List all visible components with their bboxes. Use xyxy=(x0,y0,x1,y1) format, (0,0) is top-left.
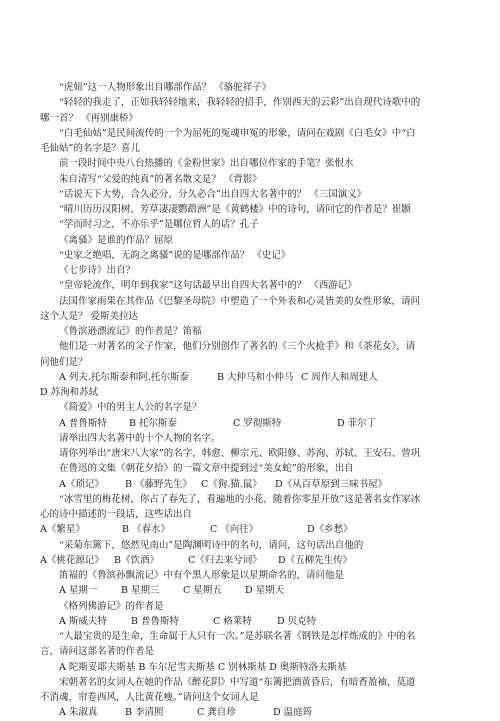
answer-option: A 斯威夫特 xyxy=(59,615,107,627)
text-line: 哪一首？ 《再别康桥》 xyxy=(40,112,139,124)
answer-options-line xyxy=(40,370,462,385)
text-line: 前一段时间中央八台热播的《金粉世家》出自哪位作家的手笔？张恨水 xyxy=(59,158,354,170)
text-line: 笛福的《鲁滨孙飘流记》中有个黑人形象是以星期命名的，请问他是 xyxy=(59,570,345,581)
text-line: 请你列举出“唐宋八大家”的名字，韩愈、柳宗元、欧阳修、苏洵、苏轼、王安石、曾巩 xyxy=(59,448,421,459)
text-line: “话说天下大势，合久必分，分久必合”出自四大名著中的？ 《三国演义》 xyxy=(59,188,367,200)
answer-option: A 列夫.托尔斯泰和阿.托尔斯泰 xyxy=(59,371,189,383)
answer-option: B 李清照 xyxy=(125,707,164,719)
answer-options-line xyxy=(40,553,462,568)
text-line: 朱自清写“父爱的纯真”的著名散文是？ 《背影》 xyxy=(59,173,262,185)
answer-option: A 普鲁斯特 xyxy=(59,417,107,429)
text-line: “人最宝贵的是生命，生命属于人只有一次。”是苏联名著《钢铁是怎样炼成的》中的名 xyxy=(59,631,416,642)
text-line: “虎妞”这一人物形象出自哪部作品？ 《骆驼祥子》 xyxy=(59,82,272,93)
text-line: 宋朝著名的女词人在她的作品《醉花阴》中写道“东篱把酒黄昏后，有暗香盈袖，莫道 xyxy=(59,676,416,688)
answer-option: C《狗.猫.鼠》 xyxy=(201,478,262,490)
text-line: 言，请问这部名著的作者是 xyxy=(40,646,155,658)
answer-option: B《饮酒》 xyxy=(114,554,159,566)
text-line: 请举出四大名著中的十个人物的名字。 xyxy=(59,432,221,444)
text-line: A 陀斯妥耶夫斯基 B 车尔尼雪夫斯基 C 别林斯基 D 奥斯特洛夫斯基 xyxy=(59,661,347,673)
answer-option: D《从百草原到三味书屋》 xyxy=(275,478,388,490)
answer-option: A《繁星》 xyxy=(40,524,85,536)
text-line: “学而时习之，不亦乐乎”是哪位哲人的话？孔子 xyxy=(59,219,259,231)
answer-option: D《乡愁》 xyxy=(307,524,353,536)
answer-options-line xyxy=(40,477,462,492)
answer-options-line xyxy=(40,522,462,537)
answer-option: B 星期三 xyxy=(121,585,160,597)
text-line: 问他们是？ xyxy=(40,356,88,368)
text-line: 法国作家雨果在其作品《巴黎圣母院》中塑造了一个外表和心灵皆美的女性形象，请问 xyxy=(59,295,421,307)
answer-option: B 《藤野先生》 xyxy=(125,478,193,490)
answer-options-line xyxy=(40,416,462,431)
text-line: “皇帝轮流作，明年到我家”这句话最早出自四大名著中的？ 《西游记》 xyxy=(59,280,357,292)
answer-option: C《归去来兮词》 xyxy=(188,554,262,566)
answer-option: C 星期五 xyxy=(183,585,222,597)
text-line: 不消魂，帘卷西风，人比黄花瘦。”请问这个女词人是 xyxy=(40,692,259,703)
text-line: “史家之绝唱，无韵之离骚”说的是哪部作品？ 《史记》 xyxy=(59,249,291,261)
answer-option: D 温庭筠 xyxy=(273,707,313,719)
answer-option: A《琐记》 xyxy=(59,478,104,490)
text-line: 他们是一对著名的父子作家，他们分别创作了著名的《三个火枪手》和《茶花女》，请 xyxy=(59,341,416,353)
answer-option: B 普鲁斯特 xyxy=(131,615,180,627)
text-line: “轻轻的我走了，正如我轻轻地来，我轻轻的招手，作别西天的云彩”出自现代诗歌中的 xyxy=(59,97,421,109)
text-line: 心的诗中描述的一段话，这些话出自 xyxy=(40,509,193,520)
answer-option: B 托尔斯泰 xyxy=(129,417,178,429)
text-line: 《格列佛游记》的作者是 xyxy=(59,600,164,612)
text-line: 《离骚》是谁的作品？屈原 xyxy=(59,234,174,246)
text-line: 在鲁迅的文集《朝花夕拾》的一篇文章中提到过“美女蛇”的形象，出自 xyxy=(59,463,354,475)
text-line: “白毛仙姑”是民间流传的一个为屈死的冤魂申冤的形象，请问在戏剧《白毛女》中“白 xyxy=(59,127,416,139)
text-line: 《鲁滨逊漂流记》的作者是？笛福 xyxy=(59,326,202,337)
text-line: 《七步诗》出自？ xyxy=(59,265,136,276)
document-body xyxy=(40,80,462,721)
answer-option: D 贝克特 xyxy=(277,615,317,627)
answer-option: D 菲尔丁 xyxy=(337,417,377,429)
answer-option: C 罗彻斯特 xyxy=(233,417,282,429)
answer-option: C 周作人和周建人 xyxy=(301,371,378,383)
text-line: “冰雪里的梅花树，你占了春先了，看遍地的小花，随着你零星开放”这是著名女作家冰 xyxy=(59,493,421,505)
text-line: D 苏洵和苏轼 xyxy=(40,387,99,398)
answer-option: C 龚自珍 xyxy=(197,707,236,719)
text-line: “采菊东篱下，悠然见南山”是陶渊明诗中的名句，请问，这句话出自他的 xyxy=(59,539,364,551)
answer-option: B 大仲马和小仲马 xyxy=(217,371,294,383)
text-line: 毛仙姑”的名字是？喜儿 xyxy=(40,143,140,154)
text-line: 这个人是？ 爱斯美拉达 xyxy=(40,310,139,322)
answer-option: A 朱淑真 xyxy=(59,707,98,719)
answer-options-line xyxy=(40,614,462,629)
answer-option: A《桃花源记》 xyxy=(40,554,104,566)
answer-option: A 星期一 xyxy=(59,585,98,597)
answer-option: B 《春水》 xyxy=(122,524,171,536)
answer-option: D《五柳先生传》 xyxy=(278,554,353,566)
answer-option: C 格莱特 xyxy=(213,615,252,627)
answer-options-line xyxy=(40,583,462,598)
answer-option: C 《向往》 xyxy=(210,524,259,536)
text-line: 《简爱》中的男主人公的名字是？ xyxy=(59,402,202,414)
text-line: “晴川历历汉阳树，芳草凄凄鹦鹉洲”是《黄鹤楼》中的诗句，请问它的作者是？崔颢 xyxy=(59,204,411,215)
answer-options-line xyxy=(40,705,462,720)
answer-option: D 星期天 xyxy=(245,585,285,597)
